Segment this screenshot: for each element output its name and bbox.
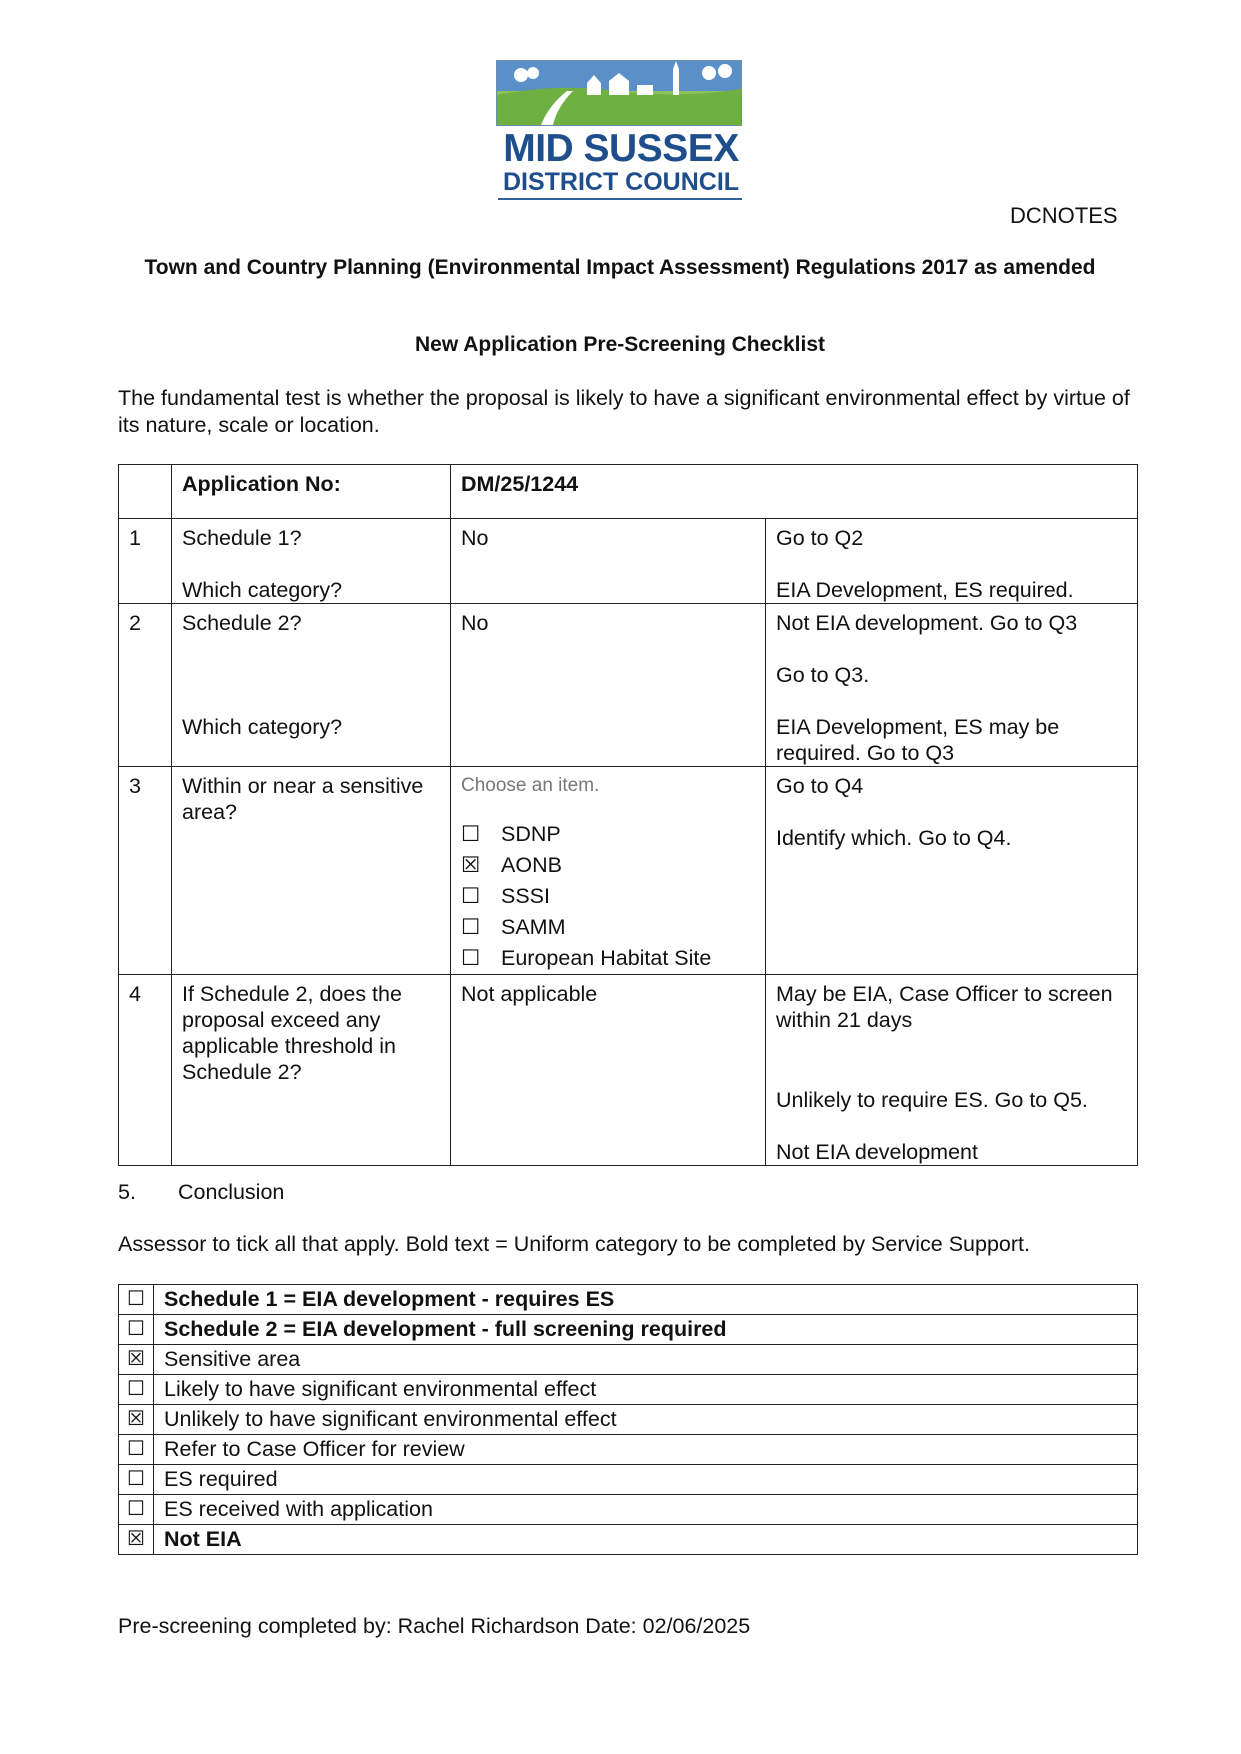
question-sub: Which category? bbox=[182, 715, 343, 739]
document-subtitle: New Application Pre-Screening Checklist bbox=[415, 333, 825, 356]
option-label: SSSI bbox=[501, 884, 550, 908]
table-row bbox=[119, 1405, 1138, 1435]
checkbox[interactable]: ☐ bbox=[119, 1495, 154, 1525]
checkbox[interactable]: ☒ bbox=[461, 853, 481, 877]
checklist-label: ES required bbox=[154, 1465, 1138, 1495]
table-row bbox=[119, 1495, 1138, 1525]
checkbox[interactable]: ☒ bbox=[119, 1405, 154, 1435]
checkbox[interactable]: ☐ bbox=[461, 915, 481, 939]
checkbox[interactable]: ☐ bbox=[461, 946, 481, 970]
checklist-label: ES received with application bbox=[154, 1495, 1138, 1525]
option-label: SDNP bbox=[501, 822, 561, 846]
completed-by: Pre-screening completed by: Rachel Richardson Date: 02/06/2025 bbox=[118, 1614, 751, 1638]
table-row bbox=[119, 519, 1138, 604]
area-option-sdnp[interactable] bbox=[461, 819, 755, 850]
answer: Not applicable bbox=[451, 975, 766, 1166]
table-row bbox=[119, 1345, 1138, 1375]
checklist-label: Schedule 2 = EIA development - full screening required bbox=[154, 1315, 1138, 1345]
outcome: Identify which. Go to Q4. bbox=[776, 826, 1012, 850]
table-row bbox=[119, 767, 1138, 975]
application-number: DM/25/1244 bbox=[451, 465, 1138, 519]
logo-line1: MID SUSSEX bbox=[503, 127, 739, 170]
table-row bbox=[119, 975, 1138, 1166]
assessor-note: Assessor to tick all that apply. Bold text = Uniform category to be completed by Service Support. bbox=[118, 1232, 1030, 1256]
area-option-aonb[interactable] bbox=[461, 850, 755, 881]
row-number: 4 bbox=[119, 975, 172, 1166]
table-row bbox=[119, 1525, 1138, 1555]
answer: No bbox=[451, 604, 766, 767]
answer: No bbox=[451, 519, 766, 604]
document-title: Town and Country Planning (Environmental Impact Assessment) Regulations 2017 as amended bbox=[144, 256, 1096, 279]
area-option-samm[interactable] bbox=[461, 912, 755, 943]
checklist-label: Not EIA bbox=[154, 1525, 1138, 1555]
section-label: Conclusion bbox=[178, 1180, 285, 1204]
row-number: 2 bbox=[119, 604, 172, 767]
logo-underline bbox=[498, 198, 742, 200]
row-number: 1 bbox=[119, 519, 172, 604]
option-label: European Habitat Site bbox=[501, 946, 712, 970]
outcome: May be EIA, Case Officer to screen within 21 days bbox=[776, 982, 1113, 1032]
section-number: 5. bbox=[118, 1180, 136, 1204]
landscape-icon bbox=[496, 60, 742, 126]
intro-text: The fundamental test is whether the proposal is likely to have a significant environmental effect by virtue of its nature, scale or location. bbox=[118, 386, 1130, 437]
checkbox[interactable]: ☐ bbox=[119, 1465, 154, 1495]
checkbox[interactable]: ☐ bbox=[461, 884, 481, 908]
table-row bbox=[119, 1375, 1138, 1405]
outcome: Go to Q3. bbox=[776, 663, 870, 687]
outcome: Go to Q4 bbox=[776, 774, 864, 798]
conclusion-heading bbox=[118, 1180, 284, 1205]
outcome: EIA Development, ES may be required. Go to Q3 bbox=[776, 715, 1060, 765]
checklist-label: Sensitive area bbox=[154, 1345, 1138, 1375]
outcome: Unlikely to require ES. Go to Q5. bbox=[776, 1088, 1088, 1112]
area-option-european-habitat[interactable] bbox=[461, 943, 755, 974]
checkbox[interactable]: ☐ bbox=[461, 822, 481, 846]
question: Within or near a sensitive area? bbox=[172, 767, 451, 975]
area-option-sssi[interactable] bbox=[461, 881, 755, 912]
question: If Schedule 2, does the proposal exceed any applicable threshold in Schedule 2? bbox=[172, 975, 451, 1166]
question: Schedule 2? bbox=[182, 611, 302, 635]
outcome: Not EIA development bbox=[776, 1140, 978, 1164]
checklist-label: Schedule 1 = EIA development - requires ES bbox=[154, 1285, 1138, 1315]
checkbox[interactable]: ☐ bbox=[119, 1285, 154, 1315]
table-row bbox=[119, 1285, 1138, 1315]
checklist-label: Refer to Case Officer for review bbox=[154, 1435, 1138, 1465]
checkbox[interactable]: ☒ bbox=[119, 1525, 154, 1555]
checklist-label: Likely to have significant environmental effect bbox=[154, 1375, 1138, 1405]
document-ref: DCNOTES bbox=[1010, 203, 1118, 228]
checkbox[interactable]: ☐ bbox=[119, 1315, 154, 1345]
table-row bbox=[119, 1315, 1138, 1345]
checkbox[interactable]: ☐ bbox=[119, 1375, 154, 1405]
outcome: Go to Q2 bbox=[776, 526, 864, 550]
screening-table bbox=[118, 464, 1138, 1166]
conclusion-checklist bbox=[118, 1284, 1138, 1555]
checklist-label: Unlikely to have significant environmental effect bbox=[154, 1405, 1138, 1435]
choose-item-dropdown[interactable]: Choose an item. bbox=[461, 775, 600, 796]
outcome: Not EIA development. Go to Q3 bbox=[776, 611, 1078, 635]
table-row bbox=[119, 1435, 1138, 1465]
row-number: 3 bbox=[119, 767, 172, 975]
logo-line2: DISTRICT COUNCIL bbox=[502, 168, 740, 196]
question: Schedule 1? bbox=[182, 526, 302, 550]
option-label: SAMM bbox=[501, 915, 566, 939]
outcome: EIA Development, ES required. bbox=[776, 578, 1074, 602]
question-sub: Which category? bbox=[182, 578, 343, 602]
application-label: Application No: bbox=[172, 465, 451, 519]
table-row bbox=[119, 465, 1138, 519]
table-row bbox=[119, 1465, 1138, 1495]
table-row bbox=[119, 604, 1138, 767]
council-logo bbox=[496, 60, 744, 126]
checkbox[interactable]: ☒ bbox=[119, 1345, 154, 1375]
checkbox[interactable]: ☐ bbox=[119, 1435, 154, 1465]
option-label: AONB bbox=[501, 853, 562, 877]
